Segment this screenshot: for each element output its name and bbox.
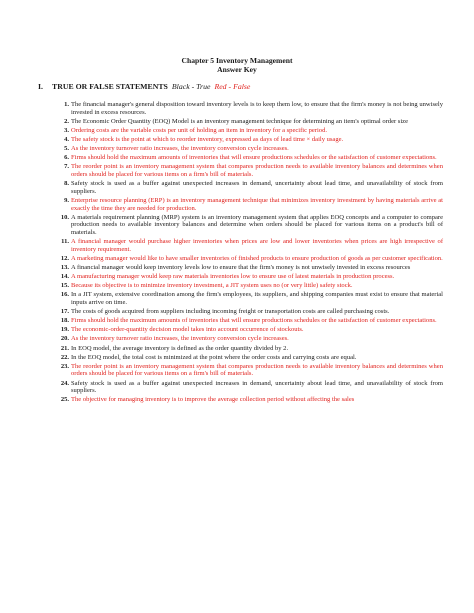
statement-item [56, 136, 443, 144]
statement-number: 14. [60, 272, 69, 280]
statement-text: As the inventory turnover ratio increases, the inventory conversion cycle increases. [71, 335, 289, 343]
statement-item [56, 101, 443, 116]
statement-number: 19. [60, 326, 69, 334]
statement-text: The costs of goods acquired from suppliers including incoming freight or transportation costs are called purchasing costs. [71, 308, 390, 315]
statement-text: In a JIT system, extensive coordination among the firm's employees, its suppliers, and shipping companies must exist to ensure that material inputs arrive on time. [71, 291, 443, 306]
document-subtitle: Answer Key [217, 65, 257, 74]
statement-number: 11. [61, 237, 69, 245]
statement-number: 6. [64, 154, 69, 162]
statement-item [56, 154, 443, 162]
statement-text: A financial manager would keep inventory levels low to ensure that the firm's money is not unwisely invested in excess resources [71, 263, 411, 271]
statement-item [56, 264, 443, 272]
statement-item [56, 273, 443, 281]
statement-text: The financial manager's general disposition toward inventory levels is to keep them low, to ensure that the firm's money is not being unwisely invested in excess resources. [71, 101, 443, 116]
statement-text: A materials requirement planning (MRP) system is an inventory management system that applies EOQ concepts and a computer to compare production needs to available inventory balances and determine when orders should be placed for various items on a product's bill of materials. [71, 213, 443, 236]
statement-item [56, 396, 443, 404]
statement-number: 24. [60, 379, 69, 387]
statement-item [56, 145, 443, 153]
statement-text: In EOQ model, the average inventory is defined as the order quantity divided by 2. [71, 344, 289, 352]
statement-number: 9. [64, 196, 69, 204]
statement-item [56, 354, 443, 362]
statement-number: 13. [60, 263, 69, 271]
statement-text: A financial manager would purchase higher inventories when prices are low and lower inventories when prices are high irrespective of inventory requirement. [71, 237, 443, 253]
statement-item [56, 180, 443, 195]
statement-text: Enterprise resource planning (ERP) is an inventory management technique that minimizes inventory investment by having materials arrive at exactly the time they are needed for production. [71, 196, 443, 212]
statement-number: 8. [64, 180, 69, 188]
statement-text: The objective for managing inventory is to improve the average collection period without affecting the sales [71, 396, 355, 404]
statement-number: 7. [64, 163, 69, 171]
statement-text: Firms should hold the maximum amounts of inventories that will ensure productions schedules or the satisfaction of customer expectations. [71, 317, 437, 325]
statement-text: Ordering costs are the variable costs per unit of holding an item in inventory for a specific period. [71, 126, 327, 134]
statement-number: 4. [64, 136, 69, 144]
statement-number: 16. [60, 291, 69, 299]
legend-true: Black - True [171, 82, 211, 91]
section-title: TRUE OR FALSE STATEMENTS [52, 82, 168, 91]
statement-item [56, 345, 443, 353]
statement-item [56, 255, 443, 263]
statement-item [56, 197, 443, 212]
statement-item [56, 380, 443, 395]
statement-text: A manufacturing manager would keep raw materials inventories low to ensure use of latest materials in production process. [71, 272, 395, 280]
statement-number: 2. [64, 117, 69, 125]
statement-text: The reorder point is an inventory management system that compares production needs to available inventory balances and determines when orders should be placed for various items on a firm's bill of materials. [71, 163, 443, 179]
statement-text: In the EOQ model, the total cost is minimized at the point where the order costs and carrying costs are equal. [71, 353, 357, 361]
statement-text: Because its objective is to minimize inventory investment, a JIT system uses no (or very little) safety stock. [71, 282, 353, 290]
statement-item [56, 127, 443, 135]
statement-list [56, 101, 443, 405]
statement-text: The safety stock is the point at which to reorder inventory, expressed as days of lead time × daily usage. [71, 136, 344, 144]
statement-number: 12. [60, 254, 69, 262]
statement-text: Firms should hold the maximum amounts of inventories that will ensure productions schedules or the satisfaction of customer expectations. [71, 154, 437, 162]
statement-number: 22. [60, 353, 69, 361]
statement-item [56, 363, 443, 378]
section-number: I. [38, 82, 43, 91]
statement-number: 10. [60, 213, 69, 221]
statement-text: The reorder point is an inventory management system that compares production needs to available inventory balances and determines when orders should be placed for various items on a firm's bill of materials. [71, 362, 443, 378]
statement-number: 17. [60, 308, 69, 315]
statement-text: Safety stock is used as a buffer against unexpected increases in demand, uncertainty about lead time, and unavailability of stock from suppliers. [71, 180, 443, 195]
statement-number: 21. [60, 344, 69, 352]
statement-item [56, 326, 443, 334]
legend-false: Red - False [214, 82, 251, 91]
statement-number: 5. [64, 145, 69, 153]
statement-text: As the inventory turnover ratio increases, the inventory conversion cycle increases. [71, 145, 289, 153]
section-heading [38, 82, 458, 92]
statement-item [56, 308, 443, 316]
statement-number: 18. [60, 317, 69, 325]
statement-item [56, 335, 443, 343]
statement-number: 3. [64, 126, 69, 134]
statement-item [56, 317, 443, 325]
title-block [0, 56, 474, 74]
statement-item [56, 118, 443, 126]
statement-text: The economic-order-quantity decision model takes into account occurrence of stockouts. [71, 326, 304, 334]
statement-item [56, 238, 443, 253]
statement-number: 25. [60, 396, 69, 404]
statement-number: 20. [60, 335, 69, 343]
statement-item [56, 214, 443, 237]
statement-item [56, 163, 443, 178]
statement-text: A marketing manager would like to have smaller inventories of finished products to ensure production of goods as per customer specification. [71, 254, 443, 262]
statement-number: 15. [60, 282, 69, 290]
statement-item [56, 291, 443, 306]
statement-text: Safety stock is used as a buffer against unexpected increases in demand, uncertainty about lead time, and unavailability of stock from suppliers. [71, 379, 443, 395]
statement-text: The Economic Order Quantity (EOQ) Model is an inventory management technique for determining an item's optimal order size [71, 117, 408, 125]
statement-number: 1. [64, 101, 69, 108]
document-title: Chapter 5 Inventory Management [181, 56, 293, 65]
statement-item [56, 282, 443, 290]
statement-number: 23. [60, 362, 69, 370]
